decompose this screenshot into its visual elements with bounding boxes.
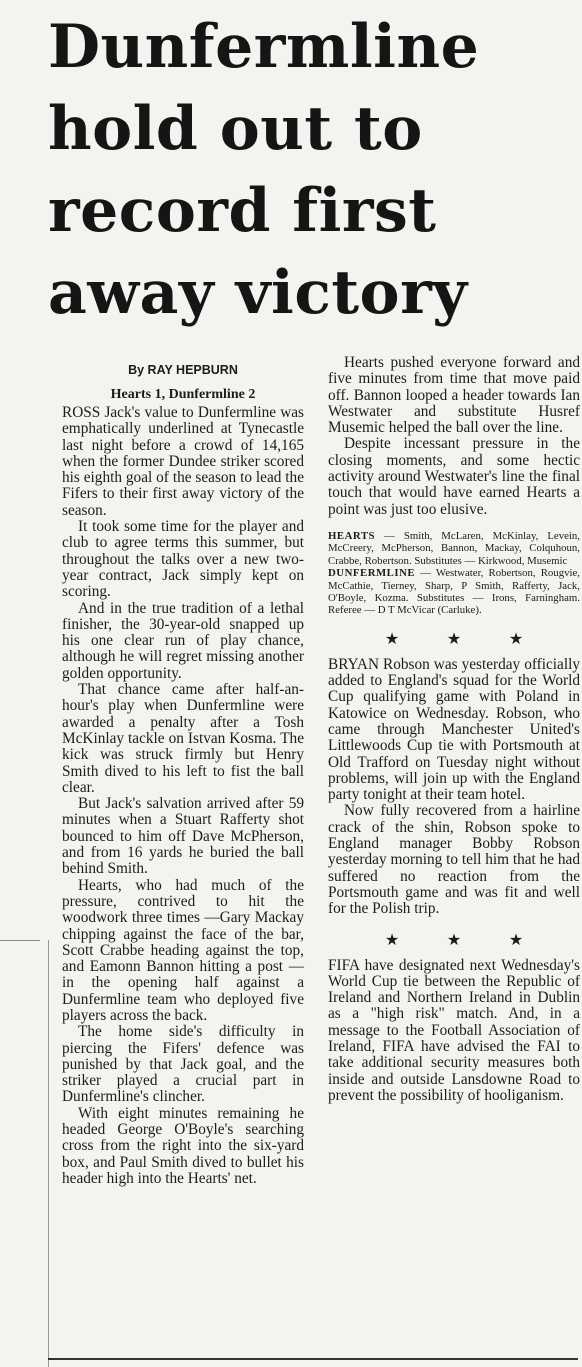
right-column (328, 355, 580, 1104)
paragraph: Now fully recovered from a hairline crack of the shin, Robson spoke to England manager Bobby Robson yesterday morning to tell him that he had suffered no reaction from the Portsmouth game and was fit and well for the Polish trip. (328, 802, 580, 918)
star-icon: ★ (446, 630, 462, 648)
headline-line-2: hold out to (48, 94, 423, 164)
headline (48, 6, 578, 334)
paragraph: BRYAN Robson was yesterday officially added to England's squad for the World Cup qualifying game with Poland in Katowice on Wednesday. Robson, who came through Manchester United's Littlewoods Cup tie with Portsmouth at Old Trafford on Tuesday night without problems, will join up with the England party tonight at their team hotel. (328, 655, 580, 804)
headline-line-3: record first (48, 176, 437, 246)
star-separator (328, 629, 580, 649)
headline-line-1: Dunfermline (48, 12, 480, 82)
hearts-lineup (328, 530, 580, 567)
headline-line-4: away victory (48, 258, 468, 328)
paragraph: With eight minutes remaining he headed George O'Boyle's searching cross from the right into the six-yard box, and Paul Smith dived to bullet his header high into the Hearts' net. (62, 1104, 304, 1187)
dunfermline-lineup (328, 567, 580, 617)
team-name-hearts: HEARTS (328, 529, 376, 542)
paragraph: It took some time for the player and club to agree terms this summer, but throughout the talks over a new two-year contract, Jack simply kept on scoring. (62, 518, 304, 601)
byline: By RAY HEPBURN (128, 363, 238, 377)
margin-rule (0, 940, 40, 941)
paragraph: Hearts pushed everyone forward and five minutes from time that move paid off. Bannon looped a header towards Ian Westwater and substitute Husref Musemic helped the ball over the line. (328, 354, 580, 437)
paragraph: FIFA have designated next Wednesday's World Cup tie between the Republic of Ireland and Northern Ireland in Dublin as a "high risk" match. And, in a message to the Football Association of Ireland, FIFA have advised the FAI to take additional security measures both inside and outside Lansdowne Road to prevent the possibility of hooliganism. (328, 956, 580, 1104)
team-players-hearts: — Smith, McLaren, McKinlay, Levein, McCreery, McPherson, Bannon, Mackay, Colquhoun, Crabbe, Robertson. Substitutes — Kirkwood, Musemic (328, 529, 581, 567)
star-icon: ★ (508, 931, 524, 949)
team-name-dunfermline: DUNFERMLINE (328, 567, 416, 580)
score-line: Hearts 1, Dunfermline 2 (110, 387, 256, 402)
star-icon: ★ (508, 630, 524, 648)
paragraph: But Jack's salvation arrived after 59 minutes when a Stuart Rafferty shot bounced to him off Dave McPherson, and from 16 yards he buried the ball behind Smith. (62, 795, 304, 878)
paragraph: Hearts, who had much of the pressure, contrived to hit the woodwork three times —Gary Mackay chipping against the face of the bar, Scott Crabbe heading against the top, and Eamonn Bannon hitting a post — in the opening half against a Dunfermline team who deployed five players across the back. (62, 876, 304, 1024)
left-column (62, 355, 304, 1187)
star-separator (328, 930, 580, 950)
star-icon: ★ (384, 931, 400, 949)
bottom-rule (48, 1358, 578, 1360)
paragraph: Despite incessant pressure in the closing moments, and some hectic activity around Westwater's line the final touch that would have earned Hearts a point was just too elusive. (328, 435, 580, 518)
paragraph: The home side's difficulty in piercing the Fifers' defence was punished by that Jack goal, and the striker played a crucial part in Dunfermline's clincher. (62, 1023, 304, 1106)
star-icon: ★ (384, 630, 400, 648)
paragraph: And in the true tradition of a lethal finisher, the 30-year-old snapped up his one clear run of play chance, although he will regret missing another golden opportunity. (62, 599, 304, 682)
star-icon: ★ (446, 931, 462, 949)
column-rule (48, 940, 49, 1367)
paragraph: That chance came after half-an-hour's play when Dunfermline were awarded a penalty after a Tosh McKinlay tackle on Istvan Kosma. The kick was struck firmly but Henry Smith dived to his left to fist the ball clear. (62, 681, 304, 796)
team-players-dunfermline: — Westwater, Robertson, Rougvie, McCathie, Tierney, Sharp, P Smith, Rafferty, Jack, O'Boyle, Kozma. Substitutes — Irons, Farningham. Referee — D T McVicar (Carluke). (328, 567, 580, 617)
paragraph: ROSS Jack's value to Dunfermline was emphatically underlined at Tynecastle last night before a crowd of 14,165 when the former Dundee striker scored his eighth goal of the season to lead the Fifers to their first away victory of the season. (62, 404, 304, 519)
